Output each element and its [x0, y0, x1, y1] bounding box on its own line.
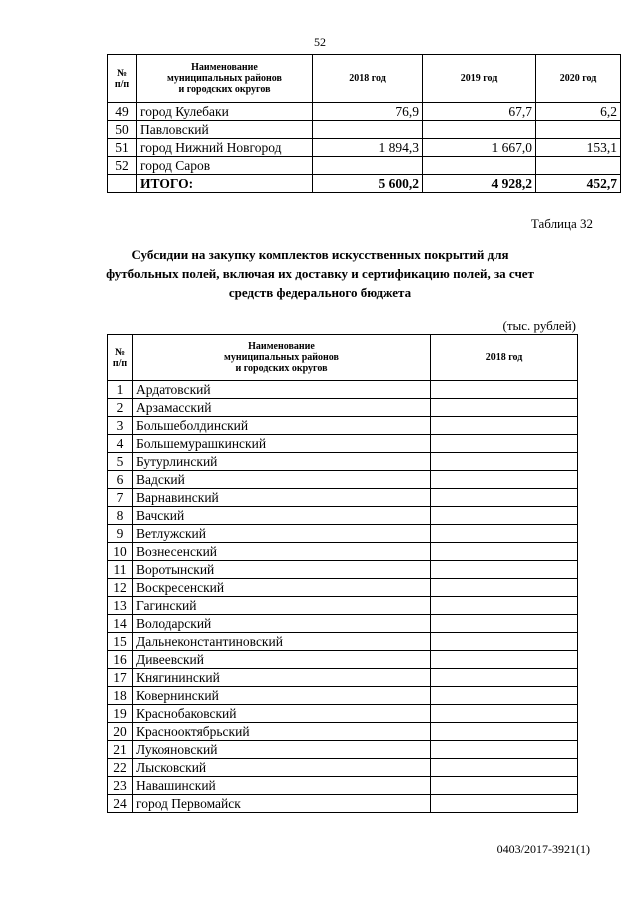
t2-header-2018: 2018 год: [431, 335, 578, 381]
page-number: 52: [314, 35, 326, 49]
row-name: Вознесенский: [133, 543, 431, 561]
row-num: 1: [108, 381, 133, 399]
row-name: Краснооктябрьский: [133, 723, 431, 741]
row-name: Княгининский: [133, 669, 431, 687]
row-name: Вачский: [133, 507, 431, 525]
row-num: 12: [108, 579, 133, 597]
row-2020: 153,1: [536, 139, 621, 157]
table-row: [108, 543, 578, 561]
row-2018: [431, 399, 578, 417]
header-name: Наименование муниципальных районов и городских округов: [137, 55, 313, 103]
row-2018: [431, 615, 578, 633]
table-row: [108, 417, 578, 435]
row-name: Ардатовский: [133, 381, 431, 399]
row-num: 18: [108, 687, 133, 705]
table-row: [108, 687, 578, 705]
row-2018: [431, 579, 578, 597]
row-name: Лукояновский: [133, 741, 431, 759]
row-2019: [423, 121, 536, 139]
row-2018: 1 894,3: [313, 139, 423, 157]
total-row: [108, 175, 621, 193]
row-num: 11: [108, 561, 133, 579]
row-2018: [431, 759, 578, 777]
row-2019: [423, 157, 536, 175]
row-2018: [431, 597, 578, 615]
row-2018: [431, 669, 578, 687]
row-name: Варнавинский: [133, 489, 431, 507]
row-2018: [431, 435, 578, 453]
row-name: Воротынский: [133, 561, 431, 579]
table-row: [108, 651, 578, 669]
row-num: 20: [108, 723, 133, 741]
row-name: Большеболдинский: [133, 417, 431, 435]
subsidy-table-32: [107, 334, 578, 813]
row-num: 7: [108, 489, 133, 507]
row-2018: [431, 777, 578, 795]
row-num: 21: [108, 741, 133, 759]
row-2018: [431, 795, 578, 813]
row-name: Краснобаковский: [133, 705, 431, 723]
t2-header-num: № п/п: [108, 335, 133, 381]
row-2018: [431, 417, 578, 435]
row-name: Навашинский: [133, 777, 431, 795]
row-2018: [431, 381, 578, 399]
row-2019: 1 667,0: [423, 139, 536, 157]
row-num: 14: [108, 615, 133, 633]
row-name: город Первомайск: [133, 795, 431, 813]
row-2018: [431, 723, 578, 741]
row-2020: 6,2: [536, 103, 621, 121]
table-row: [108, 777, 578, 795]
row-num: 50: [108, 121, 137, 139]
table-title: Субсидии на закупку комплектов искусственных покрытий для футбольных полей, включая их доставку и сертификацию полей, за счет средств федерального бюджета: [106, 247, 534, 300]
table-row: [108, 157, 621, 175]
table-row: [108, 435, 578, 453]
row-num: 2: [108, 399, 133, 417]
row-num: 5: [108, 453, 133, 471]
row-name: Арзамасский: [133, 399, 431, 417]
row-name: Ветлужский: [133, 525, 431, 543]
total-2020: 452,7: [536, 175, 621, 193]
row-name: Бутурлинский: [133, 453, 431, 471]
row-name: Володарский: [133, 615, 431, 633]
table-row: [108, 139, 621, 157]
row-name: Большемурашкинский: [133, 435, 431, 453]
row-2020: [536, 121, 621, 139]
row-num: 51: [108, 139, 137, 157]
row-name: Гагинский: [133, 597, 431, 615]
total-2019: 4 928,2: [423, 175, 536, 193]
header-2019: 2019 год: [423, 55, 536, 103]
table-row: [108, 741, 578, 759]
row-2018: [431, 741, 578, 759]
row-num: 17: [108, 669, 133, 687]
row-num: 15: [108, 633, 133, 651]
table-row: [108, 399, 578, 417]
total-label: ИТОГО:: [137, 175, 313, 193]
row-2018: [431, 543, 578, 561]
row-2019: 67,7: [423, 103, 536, 121]
row-2018: [431, 705, 578, 723]
row-num: 52: [108, 157, 137, 175]
row-name: Ковернинский: [133, 687, 431, 705]
table-label: Таблица 32: [530, 216, 593, 231]
row-2018: 76,9: [313, 103, 423, 121]
table-row: [108, 525, 578, 543]
table-row: [108, 795, 578, 813]
row-name: Лысковский: [133, 759, 431, 777]
row-2018: [431, 561, 578, 579]
total-num: [108, 175, 137, 193]
row-num: 4: [108, 435, 133, 453]
row-2018: [431, 507, 578, 525]
table-row: [108, 615, 578, 633]
row-name: Дивеевский: [133, 651, 431, 669]
subsidy-table-continued: [107, 54, 621, 193]
row-2018: [431, 651, 578, 669]
row-2018: [431, 633, 578, 651]
row-num: 24: [108, 795, 133, 813]
table-row: [108, 489, 578, 507]
table-row: [108, 597, 578, 615]
table-row: [108, 579, 578, 597]
row-name: город Нижний Новгород: [137, 139, 313, 157]
row-name: город Кулебаки: [137, 103, 313, 121]
row-num: 6: [108, 471, 133, 489]
table-row: [108, 723, 578, 741]
row-name: Воскресенский: [133, 579, 431, 597]
row-num: 23: [108, 777, 133, 795]
table-row: [108, 507, 578, 525]
row-2018: [313, 121, 423, 139]
table-row: [108, 669, 578, 687]
table-row: [108, 759, 578, 777]
t2-header-name: Наименование муниципальных районов и городских округов: [133, 335, 431, 381]
row-num: 8: [108, 507, 133, 525]
table-row: [108, 381, 578, 399]
total-2018: 5 600,2: [313, 175, 423, 193]
table-row: [108, 453, 578, 471]
row-2018: [431, 453, 578, 471]
row-num: 49: [108, 103, 137, 121]
row-2018: [431, 489, 578, 507]
header-2020: 2020 год: [536, 55, 621, 103]
row-name: Павловский: [137, 121, 313, 139]
table-row: [108, 103, 621, 121]
row-num: 10: [108, 543, 133, 561]
row-num: 16: [108, 651, 133, 669]
row-num: 19: [108, 705, 133, 723]
row-2020: [536, 157, 621, 175]
row-2018: [431, 471, 578, 489]
units-label: (тыс. рублей): [502, 318, 576, 333]
table-row: [108, 121, 621, 139]
header-num: № п/п: [108, 55, 137, 103]
header-2018: 2018 год: [313, 55, 423, 103]
table-row: [108, 471, 578, 489]
table-row: [108, 633, 578, 651]
table-row: [108, 705, 578, 723]
row-2018: [431, 525, 578, 543]
row-name: Дальнеконстантиновский: [133, 633, 431, 651]
row-num: 3: [108, 417, 133, 435]
row-2018: [313, 157, 423, 175]
row-2018: [431, 687, 578, 705]
row-num: 9: [108, 525, 133, 543]
document-code: 0403/2017-3921(1): [496, 842, 590, 856]
row-name: Вадский: [133, 471, 431, 489]
row-num: 22: [108, 759, 133, 777]
table-row: [108, 561, 578, 579]
row-num: 13: [108, 597, 133, 615]
row-name: город Саров: [137, 157, 313, 175]
